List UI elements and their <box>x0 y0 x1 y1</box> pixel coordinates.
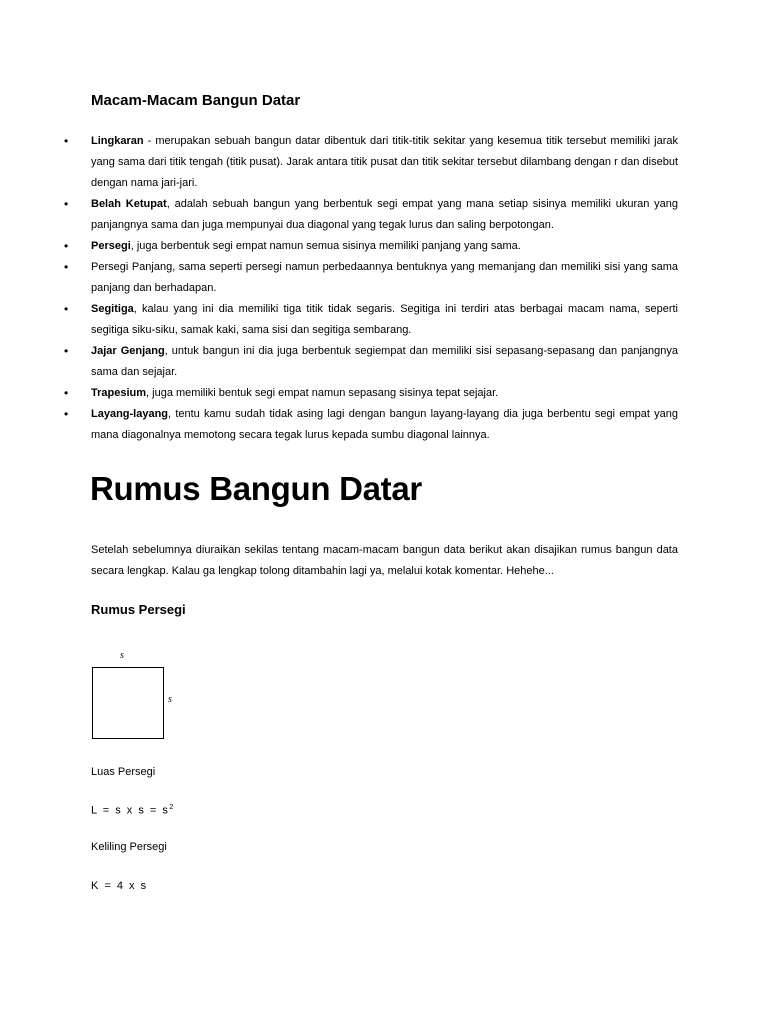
bullet-icon: • <box>64 344 69 358</box>
list-item-text: , juga memiliki bentuk segi empat namun sepasang sisinya tepat sejajar. <box>146 387 499 399</box>
bullet-icon: • <box>64 386 69 400</box>
list-item-term: Jajar Genjang <box>91 345 165 357</box>
bullet-icon: • <box>64 134 69 148</box>
list-item <box>64 404 678 446</box>
list-item <box>64 131 678 194</box>
keliling-formula: K = 4 x s <box>91 880 148 892</box>
bullet-icon: • <box>64 239 69 253</box>
list-item <box>64 194 678 236</box>
bullet-icon: • <box>64 407 69 421</box>
list-item-text: , tentu kamu sudah tidak asing lagi dengan bangun layang-layang dia juga berbentu segi empat yang mana diagonalnya memotong secara tegak lurus kepada sumbu diagonal lainnya. <box>91 408 678 441</box>
square-side-label-right: s <box>168 694 172 705</box>
bullet-icon: • <box>64 302 69 316</box>
list-item <box>64 341 678 383</box>
section-heading: Macam-Macam Bangun Datar <box>91 92 301 109</box>
square-diagram <box>92 667 164 739</box>
list-item-text: Persegi Panjang, sama seperti persegi namun perbedaannya bentuknya yang memanjang dan memiliki sisi yang sama panjang dan berhadapan. <box>91 261 678 294</box>
list-item <box>64 236 678 257</box>
luas-label: Luas Persegi <box>91 766 156 778</box>
square-side-label-top: s <box>120 650 124 661</box>
list-item-term: Trapesium <box>91 387 147 399</box>
list-item <box>64 299 678 341</box>
intro-paragraph: Setelah sebelumnya diuraikan sekilas tentang macam-macam bangun data berikut akan disajikan rumus bangun data secara lengkap. Kalau ga lengkap tolong ditambahin lagi ya, melalui kotak komentar. Hehehe... <box>91 544 678 577</box>
list-item <box>64 257 678 299</box>
list-item-text: , adalah sebuah bangun yang berbentuk segi empat yang mana setiap sisinya memiliki ukuran yang panjangnya sama dan juga mempunyai dua diagonal yang tegak lurus dan saling berpotongan. <box>91 198 678 231</box>
bullet-icon: • <box>64 197 69 211</box>
list-item-term: Persegi <box>91 240 131 252</box>
list-item <box>64 383 678 404</box>
luas-exponent: 2 <box>169 804 174 811</box>
list-item-term: Belah Ketupat <box>91 198 167 210</box>
list-item-text: - merupakan sebuah bangun datar dibentuk dari titik-titik sekitar yang kesemua titik tersebut memiliki jarak yang sama dari titik tengah (titik pusat). Jarak antara titik pusat dan titik sekitar tersebut dilambang dengan r dan disebut dengan nama jari-jari. <box>91 135 678 189</box>
subsection-heading: Rumus Persegi <box>91 602 186 617</box>
page-title: Rumus Bangun Datar <box>90 470 422 507</box>
list-item-text: , untuk bangun ini dia juga berbentuk segiempat dan memiliki sisi sepasang-sepasang dan panjangnya sama dan sejajar. <box>91 345 678 378</box>
list-item-text: , kalau yang ini dia memiliki tiga titik tidak segaris. Segitiga ini terdiri atas berbagai macam nama, seperti segitiga siku-siku, samak kaki, sama sisi dan segitiga sembarang. <box>91 303 678 336</box>
keliling-label: Keliling Persegi <box>91 841 167 853</box>
luas-formula-text: L = s x s = s <box>91 804 170 817</box>
list-item-term: Lingkaran <box>91 135 144 147</box>
list-item-text: , juga berbentuk segi empat namun semua sisinya memiliki panjang yang sama. <box>130 240 521 252</box>
list-item-term: Layang-layang <box>91 408 169 420</box>
definition-list <box>64 131 678 446</box>
luas-formula <box>91 804 173 817</box>
bullet-icon: • <box>64 260 69 274</box>
list-item-term: Segitiga <box>91 303 134 315</box>
